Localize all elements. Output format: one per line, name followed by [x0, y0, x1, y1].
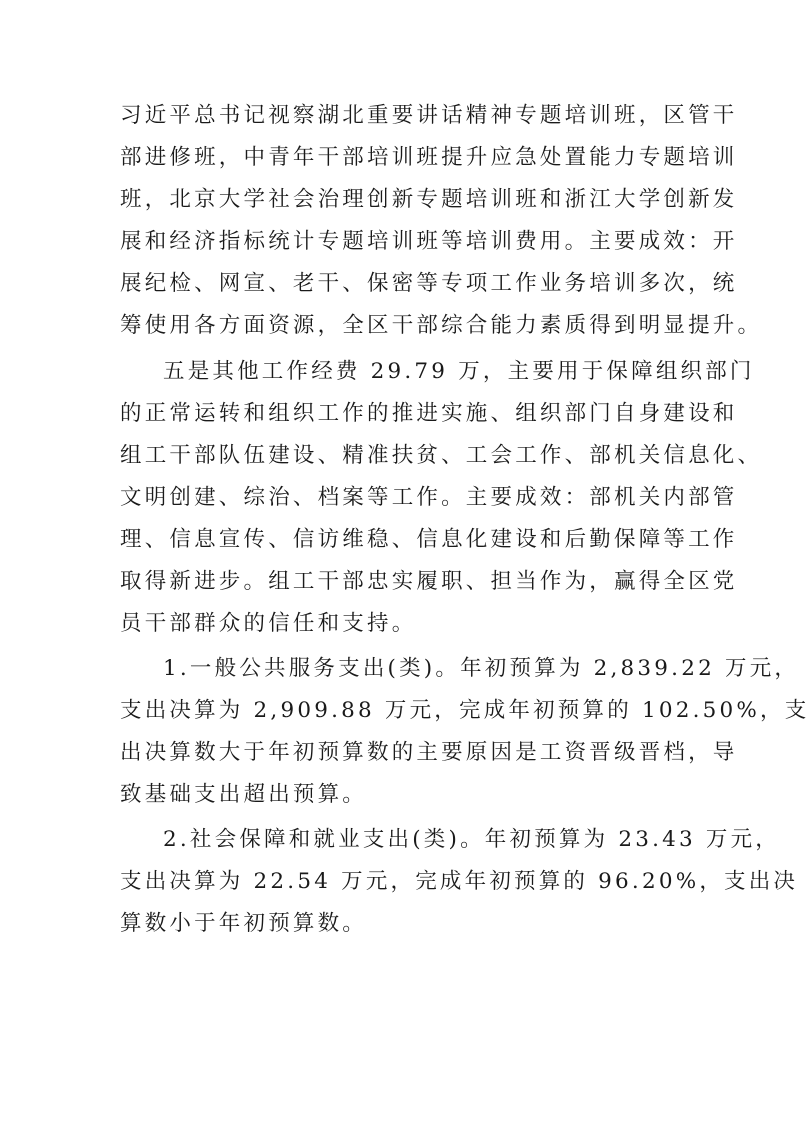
text-line: 展纪检、网宣、老干、保密等专项工作业务培训多次，统: [120, 271, 738, 296]
text-line: 1.一般公共服务支出(类)。年初预算为 2,839.22 万元，: [163, 656, 800, 681]
text-line: 组工干部队伍建设、精准扶贫、工会工作、部机关信息化、: [120, 443, 763, 468]
text-line: 的正常运转和组织工作的推进实施、组织部门自身建设和: [120, 401, 738, 426]
text-line: 支出决算为 2,909.88 万元，完成年初预算的 102.50%，支: [120, 698, 809, 723]
text-line: 筹使用各方面资源，全区干部综合能力素质得到明显提升。: [120, 313, 763, 338]
text-line: 部进修班，中青年干部培训班提升应急处置能力专题培训: [120, 145, 738, 170]
text-line: 算数小于年初预算数。: [120, 911, 368, 936]
text-line: 习近平总书记视察湖北重要讲话精神专题培训班，区管干: [120, 103, 738, 128]
text-line: 文明创建、综治、档案等工作。主要成效：部机关内部管: [120, 485, 738, 510]
text-line: 出决算数大于年初预算数的主要原因是工资晋级晋档，导: [120, 740, 738, 765]
text-line: 班，北京大学社会治理创新专题培训班和浙江大学创新发: [120, 187, 738, 212]
text-line: 员干部群众的信任和支持。: [120, 611, 417, 636]
text-line: 五是其他工作经费 29.79 万，主要用于保障组织部门: [163, 359, 755, 384]
text-line: 取得新进步。组工干部忠实履职、担当作为，赢得全区党: [120, 569, 738, 594]
text-line: 2.社会保障和就业支出(类)。年初预算为 23.43 万元，: [163, 827, 781, 852]
text-line: 致基础支出超出预算。: [120, 782, 368, 807]
text-line: 理、信息宣传、信访维稳、信息化建设和后勤保障等工作: [120, 527, 738, 552]
text-line: 支出决算为 22.54 万元，完成年初预算的 96.20%，支出决: [120, 869, 799, 894]
text-line: 展和经济指标统计专题培训班等培训费用。主要成效：开: [120, 229, 738, 254]
